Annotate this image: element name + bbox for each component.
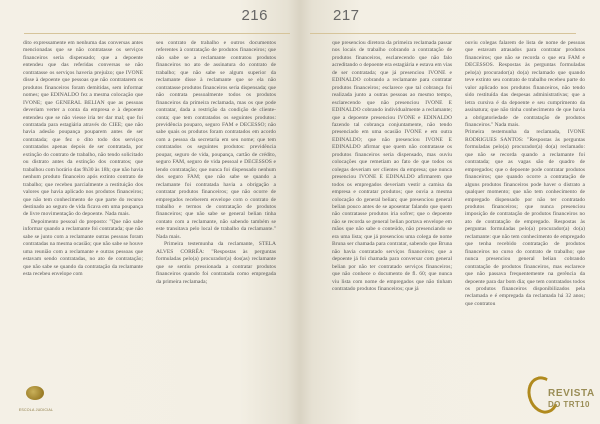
- header-rule: [24, 33, 290, 34]
- paragraph: que presenciou diretora da primeira reclamada passar nos locais de trabalho cobrando a contratação de produtos financeiros, esclarecendo que não falo acreditando o depoente era estagiária e estava em vias de ser contratada; que já presenciou IVONE e EDINALDO cobrando a reclamante para contratar produtos financeiros; esclarece que tal cobrança foi realizada junto a outras pessoas ao mesmo tempo, esclarecendo que não presenciou IVONE E EDINALDO cobrando individualmente a reclamante; que a depoente presenciou IVONE e EDINALDO fazendo tal cobrança conjuntamente, não tendo presenciado em uma ocasião IVONE e em outra EDINALDO; que não presenciou IVONE E EDINALDO afirmar que quem não contratasse os produtos financeiros seria dispensado, mas ouviu colocações que remetiam ao fato de que todos os colegas deveriam ser clientes da empresa; que nunca presenciou IVONE E EDINALDO afirmarem que todos os empregados deveriam vestir a camisa da empresa e contratar produtos; que ouvia a mesma colocação do general belian; que presenciou general belian pouco antes de se aposentar falando que quem não contratasse produtos iria sofrer; que o depoente não se recorda se general belian portava envelope em mãos que não sabe o conteúdo, não presenciando se era uma lista; que já presenciou uma colega de nome Bruna ser chamada para contratar, sabendo que Bruna não havia contratado serviços financeiros; que a depoente já foi chamada para conversar com general belian por não ter contratado serviços financeiros; que não conhece o documento de fl. 60; que nunca viu lista com nome de empregados que não tinham contratado produtos financeiros; que já: [332, 40, 452, 292]
- paragraph: seu contrato de trabalho e outros documentos referentes à contratação de produtos financeiros; que não sabe se a reclamante contratou produtos financeiros no ato de assinatura do contrato de trabalho; que não sabe se algum superior da reclamante disse à reclamante que se ela não contratasse produtos financeiros seria dispensada; que não contrata pessoalmente todos os produtos financeiros da primeira reclamada, mas os que pode contratar, dada a restrição da condição de cliente-conta; que tem contratados os seguintes produtos: previdência pouparo, seguro FAM e DECESSO; não sabe quais os produtos foram contratados em acordo com a pessoa da secretaria em seu nome; que tem contratados os seguintes produtos: previdência poupar, seguro de vida, poupança, cartão de crédito, seguro FAM, seguro de vida pessoal e DECESSOS e lendo contratação; que nunca foi dispensado nenhum dos seguro FAM; que não sabe se quando a reclamante foi contratada havia a obrigação a contratar produtos financeiros; que não ocorre de empregados receberem envelope com o contrato de trabalho e termos de contratação de produtos financeiros; que não sabe se general belian tinha contato com a reclamante, não sabendo também se este transitava pelo local de trabalho da reclamante." Nada mais.: [156, 40, 276, 240]
- journal-logo: [528, 374, 595, 416]
- paragraph: Depoimento pessoal do preposto: "Que não sabe informar quando a reclamante foi contratada; que não sabe se junto com a reclamante outras pessoas foram contratadas na mesma ocasião; que não sabe se houve uma reunião com a reclamante e outras pessoas que estavam sendo contratadas, no ato de contratação; que não sabe se quando da contratação da reclamante esta recebeu envelope com: [23, 218, 143, 278]
- page-number: 216: [241, 7, 268, 24]
- logo-subtitle: DO TRT10: [548, 400, 590, 409]
- text-column: [332, 40, 452, 386]
- right-page: [300, 0, 600, 424]
- header-rule: [310, 33, 576, 34]
- paragraph: Primeira testemunha da reclamada, IVONE RODRIGUES SANTOS: "Respostas às perguntas formuladas pelo(a) procurador(a) do(a) reclamado: que não se recorda quando a reclamante foi contratada; que as vagas são de quadro de empregados; que o depoente pode contratar produtos financeiros; que quando ocorre a contratação de alguns produtos financeiros pode haver o distrato a qualquer momento; que não tem conhecimento de empregado dispensado por não ter contratado produtos financeiros; que nunca presenciou imposição de contratação de produtos financeiros no ato de contratação de empregado. Respostas às perguntas formuladas pelo(a) procurador(a) do(a) reclamante: que não tem conhecimento de empregado que tenha recebido contratação de produtos financeiros no curso do contrato de trabalho; que nunca presenciou general belian cobrando contratação de produtos financeiros, mas esclarece que não passava frequentemente na gerência da depoente para dar bom dia; que tem contratados todos os produtos financeiros disponibilizados pela reclamada e é empregada da reclamada há 32 anos; que contratou: [465, 129, 585, 307]
- page-number: 217: [333, 7, 360, 24]
- seal-icon: [26, 386, 44, 400]
- paragraph: dito expressamente em nenhuma das conversas antes mencionadas que se não contratasse os serviços financeiros seria dispensado; que a depoente entendeu que das referidas conversas se não contratasse os serviços haveria prejuízo; que IVONE disse à depoente que pessoas que não contratarem os produtos financeiros foram demitidas, sem informar nomes; que EDINALDO fez a mesma colocação que IVONE; que GENERAL BELIAN que as pessoas deveriam verter a conta da empresa e à depoente entendeu que se não viesse iria ter dar mal; que foi contratada para estagiária através do CIEE; que não havia adesão poupança pouparem antes de ser contratada; que fez o dito todo dos serviços contratados apenas depois de ser contratada, por extinção do contrato de trabalho, não tendo solicitado ou distrato antes da extinção dos contratos; que trabalhou com horário das 9h30 às 18h; que não havia nenhum produto financeiro após extinto contrato de trabalho; que recebeu parcialmente a restituição dos valores que havia aplicado nos produtos financeiros; que não tem conhecimento de que parte do recurso destinado ao seguro de vida ficava em uma poupança de livre movimentação do depoente. Nada mais.: [23, 40, 143, 218]
- school-logo: [14, 386, 58, 412]
- logo-title: REVISTA: [548, 388, 595, 399]
- paragraph: ouviu colegas falarem de lista de nome de pessoas que estavam atrasados para contratar produtos financeiros; que não se recorda o que era FAM e DECESSOS. Respostas às perguntas formuladas pelo(a) procurador(a) do(a) reclamado que quando teve extinto seu contrato de trabalho recebeu parte do valor aplicado nos produtos financeiros, não tendo sido restituída das despesas administrativas; que a letra cursiva é da depoente e seu cumprimento da assinatura; que não tinha conhecimento de que havia a obrigatoriedade de contratação de produtos financeiros." Nada mais.: [465, 40, 585, 128]
- text-column: [465, 40, 585, 386]
- text-column: [156, 40, 276, 386]
- paragraph: Primeira testemunha da reclamante, STELA ALVES CORRÊA: "Respostas às perguntas formuladas pelo(a) procurador(a) dos(as) reclamante que se sentiu pressionada a contratar produtos financeiros quando foi contratada como empregada da primeira reclamada;: [156, 241, 276, 285]
- text-column: [23, 40, 143, 386]
- logo-text: ESCOLA JUDICIAL: [18, 408, 54, 412]
